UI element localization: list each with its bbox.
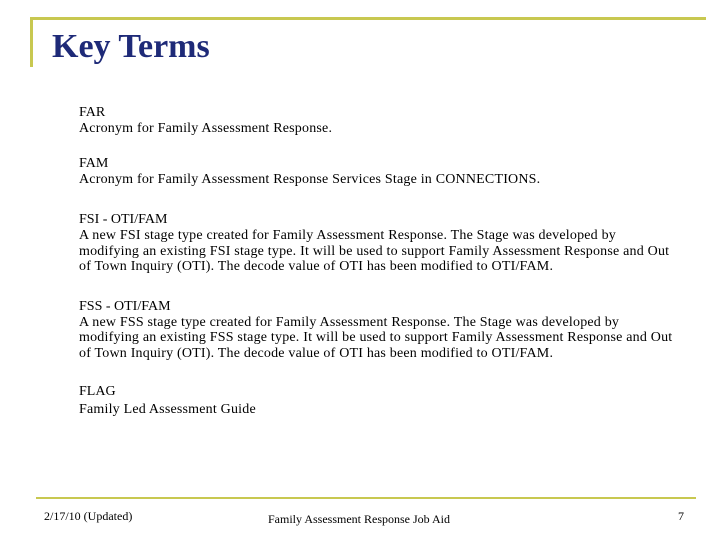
term-name: FAM [79,155,109,171]
top-accent-rule [30,17,706,20]
term-name: FAR [79,105,106,120]
left-accent-rule [30,17,33,67]
footer [36,497,696,529]
term-definition: A new FSS stage type created for Family Assessment Response. The Stage was developed by modifying an existing FSS stage type. It will be used to support Family Assessment Response and Out of Town Inquiry (OTI). The decode value of OTI has been modified to OTI/FAM. [79,314,673,361]
term-definition: Family Led Assessment Guide [79,402,256,417]
term-definition: Acronym for Family Assessment Response Services Stage in CONNECTIONS. [79,171,541,187]
term-fsi [79,211,679,275]
term-name: FLAG [79,384,116,399]
page-number: 7 [678,509,684,523]
terms-list [79,104,679,418]
term-flag [79,383,679,418]
footer-title: Family Assessment Response Job Aid [268,512,451,526]
term-fam [79,155,679,188]
term-name: FSS - OTI/FAM [79,298,171,314]
page-title: Key Terms [52,28,210,65]
term-fss [79,298,679,362]
term-definition: A new FSI stage type created for Family Assessment Response. The Stage was developed by modifying an existing FSI stage type. It will be used to support Family Assessment Response and Out of Town Inquiry (OTI). The decode value of OTI has been modified to OTI/FAM. [79,228,670,274]
footer-date: 2/17/10 (Updated) [44,509,133,523]
term-far [79,104,679,137]
term-name: FSI - OTI/FAM [79,212,168,227]
term-definition: Acronym for Family Assessment Response. [79,121,333,136]
